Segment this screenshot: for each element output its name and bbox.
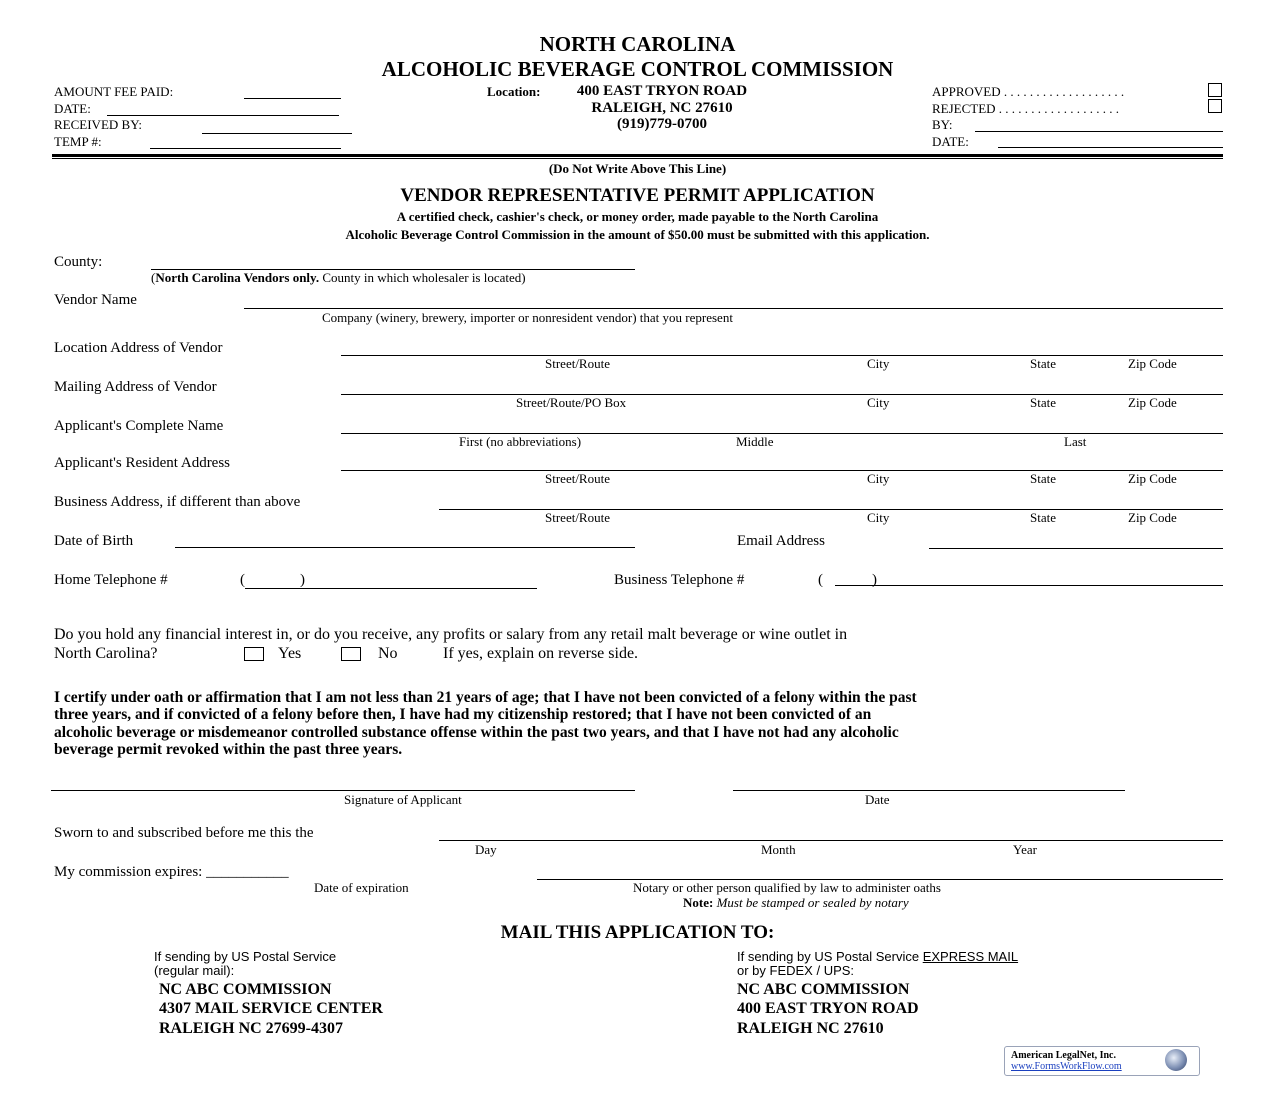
sub-state: State [1030,356,1056,371]
resident-address-label: Applicant's Resident Address [54,455,231,471]
day-label: Day [475,842,497,857]
sub-first: First (no abbreviations) [459,434,582,449]
business-phone-label: Business Telephone # [614,572,745,588]
sub-zip: Zip Code [1128,510,1177,525]
do-not-write-note: (Do Not Write Above This Line) [548,161,727,176]
date-label: DATE: [54,101,91,116]
express-addr2: 400 EAST TRYON ROAD [737,1000,919,1017]
dob-field[interactable] [175,547,635,548]
month-label: Month [761,842,796,857]
email-field[interactable] [929,548,1223,549]
sub-street: Street/Route [545,356,610,371]
express-addr1: NC ABC COMMISSION [737,981,910,998]
year-label: Year [1013,842,1037,857]
sub-city: City [867,356,890,371]
note-italic: Must be stamped or sealed by notary [713,895,909,910]
mail-heading: MAIL THIS APPLICATION TO: [500,922,775,943]
vendor-name-label: Vendor Name [54,292,137,308]
title-line1: NORTH CAROLINA [539,32,736,56]
sworn-label: Sworn to and subscribed before me this the [54,825,314,841]
county-note-paren: ( [151,270,156,285]
yes-label: Yes [278,645,302,662]
no-label: No [378,645,398,662]
no-checkbox[interactable] [341,647,361,661]
sub-street: Street/Route [545,471,610,486]
express-addr3: RALEIGH NC 27610 [737,1020,884,1037]
sub-zip: Zip Code [1128,471,1177,486]
legalnet-badge[interactable] [1004,1046,1200,1076]
office-date-label: DATE: [932,134,969,149]
legalnet-brand: American LegalNet, Inc. [1011,1050,1116,1061]
dob-label: Date of Birth [54,533,134,549]
intro-line2: Alcoholic Beverage Control Commission in the amount of $50.00 must be submitted with this application. [345,227,930,242]
sub-last: Last [1064,434,1087,449]
sub-street-po: Street/Route/PO Box [516,395,627,410]
intro-line1: A certified check, cashier's check, or money order, made payable to the North Carolina [396,209,879,224]
signature-field[interactable] [51,790,635,791]
temp-field[interactable] [150,148,341,149]
rejected-label: REJECTED . . . . . . . . . . . . . . . . . . . [932,101,1120,116]
date-of-expiration-label: Date of expiration [314,880,409,895]
home-phone-field[interactable] [245,588,537,589]
vendor-name-field[interactable] [244,308,1223,309]
sub-city: City [867,510,890,525]
address-line2: RALEIGH, NC 27610 [591,100,733,116]
business-phone-paren-open: ( [818,572,823,588]
home-phone-paren-open: ( [240,572,245,588]
interest-question-line2: North Carolina? [54,645,158,662]
certify-line3: alcoholic beverage or misdemeanor controlled substance offense within the past two years, and that I have not had any alcoholic [54,724,899,741]
approved-checkbox[interactable] [1208,83,1222,97]
express-intro2: or by FEDEX / UPS: [737,963,855,978]
form-title: VENDOR REPRESENTATIVE PERMIT APPLICATION [400,185,875,206]
signature-label: Signature of Applicant [344,792,462,807]
notary-note [683,895,909,911]
sub-street: Street/Route [545,510,610,525]
address-line1: 400 EAST TRYON ROAD [576,83,748,99]
temp-label: TEMP #: [54,134,102,149]
title-line2: ALCOHOLIC BEVERAGE CONTROL COMMISSION [381,57,894,81]
applicant-name-label: Applicant's Complete Name [54,418,224,434]
amount-fee-paid-field[interactable] [244,98,341,99]
sub-city: City [867,395,890,410]
globe-icon [1165,1049,1187,1071]
sub-zip: Zip Code [1128,356,1177,371]
location-label: Location: [487,84,541,99]
signature-date-field[interactable] [733,790,1125,791]
yes-checkbox[interactable] [244,647,264,661]
express-intro1 [737,949,1018,964]
received-by-field[interactable] [202,133,352,134]
location-address-field[interactable] [341,355,1223,356]
sworn-date-field[interactable] [439,840,1223,841]
regular-intro1: If sending by US Postal Service [154,949,337,964]
sub-middle: Middle [736,434,774,449]
notary-label: Notary or other person qualified by law to administer oaths [633,880,941,895]
business-address-label: Business Address, if different than above [54,494,301,510]
sub-state: State [1030,395,1056,410]
office-date-field[interactable] [998,147,1223,148]
legalnet-url[interactable]: www.FormsWorkFlow.com [1011,1061,1122,1072]
resident-address-field[interactable] [341,470,1223,471]
certify-line4: beverage permit revoked within the past three years. [54,741,403,758]
rejected-checkbox[interactable] [1208,99,1222,113]
mailing-address-label: Mailing Address of Vendor [54,379,217,395]
regular-addr1: NC ABC COMMISSION [159,981,332,998]
vendor-name-note: Company (winery, brewery, importer or nonresident vendor) that you represent [322,310,733,325]
signature-date-label: Date [865,792,890,807]
approved-label: APPROVED . . . . . . . . . . . . . . . . . . . [932,84,1125,99]
date-field[interactable] [107,115,339,116]
location-address-label: Location Address of Vendor [54,340,223,356]
regular-addr2: 4307 MAIL SERVICE CENTER [159,1000,383,1017]
express-mail-underlined: EXPRESS MAIL [922,949,1019,964]
amount-fee-paid-label: AMOUNT FEE PAID: [54,84,174,99]
regular-addr3: RALEIGH NC 27699-4307 [159,1020,344,1037]
certify-line2: three years, and if convicted of a felony before then, I have had my citizenship restored; that I have not been convicted of an [54,706,872,723]
county-note-bold: North Carolina Vendors only. [155,270,320,285]
received-by-label: RECEIVED BY: [54,117,142,132]
email-label: Email Address [737,533,825,549]
county-label: County: [54,254,103,270]
express-intro1-text: If sending by US Postal Service [737,949,923,964]
by-label: BY: [932,117,953,132]
phone-number: (919)779-0700 [617,116,707,132]
sub-state: State [1030,510,1056,525]
business-phone-paren-close: ) [872,572,877,588]
home-phone-label: Home Telephone # [54,572,168,588]
sub-city: City [867,471,890,486]
business-phone-field[interactable] [835,585,1223,586]
sub-state: State [1030,471,1056,486]
regular-intro2: (regular mail): [154,963,235,978]
mailing-address-field[interactable] [341,394,1223,395]
sub-zip: Zip Code [1128,395,1177,410]
by-field[interactable] [975,131,1223,132]
note-bold: Note: [683,895,714,910]
header-divider-thin [52,158,1223,159]
commission-expires: My commission expires: ___________ [54,864,289,880]
certify-line1: I certify under oath or affirmation that I am not less than 21 years of age; that I have not been convicted of a felony within the past [54,689,917,706]
explain-note: If yes, explain on reverse side. [443,645,639,662]
home-phone-paren-close: ) [300,572,305,588]
county-note-rest: County in which wholesaler is located) [319,270,526,285]
header-divider-thick [52,154,1223,157]
county-note [151,270,526,286]
interest-question-line1: Do you hold any financial interest in, or do you receive, any profits or salary from any retail malt beverage or wine outlet in [54,626,848,643]
